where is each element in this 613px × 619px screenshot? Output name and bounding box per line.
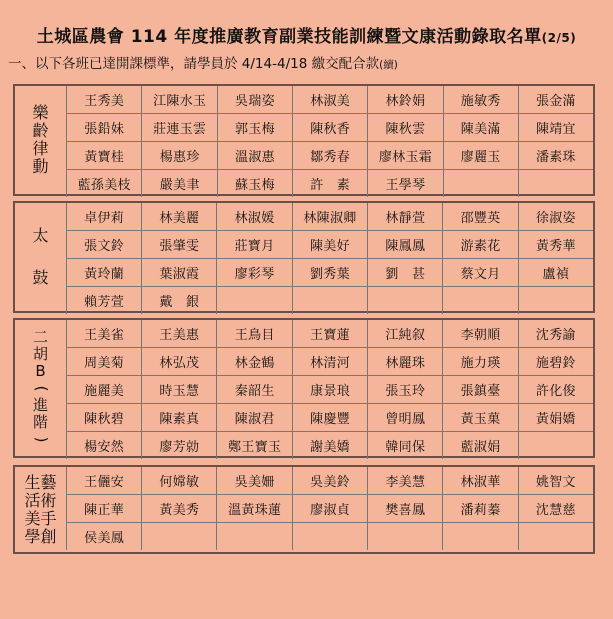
name-cell: 盧禎 bbox=[518, 259, 593, 287]
name-cell: 吳瑞姿 bbox=[217, 86, 292, 114]
label-char: 律 bbox=[32, 139, 49, 158]
name-cell: 林清河 bbox=[292, 348, 367, 376]
name-cell: 黃寶桂 bbox=[67, 142, 142, 170]
section-label bbox=[15, 467, 66, 552]
name-cell: 楊惠珍 bbox=[142, 142, 217, 170]
name-cell: 徐淑姿 bbox=[518, 203, 593, 231]
label-char: ( bbox=[31, 385, 50, 391]
name-cell: 謝美嬌 bbox=[292, 432, 367, 460]
table-row bbox=[67, 404, 594, 432]
name-cell: 王鳥目 bbox=[217, 320, 293, 348]
name-cell: 藍孫美枝 bbox=[67, 170, 142, 198]
table-row bbox=[67, 348, 594, 376]
label-char: 齡 bbox=[32, 121, 49, 140]
name-cell: 林金鶴 bbox=[217, 348, 293, 376]
name-table bbox=[66, 203, 593, 314]
section-label bbox=[15, 203, 66, 311]
name-cell bbox=[443, 523, 518, 551]
name-table bbox=[66, 86, 593, 197]
name-cell: 康景琅 bbox=[292, 376, 367, 404]
name-table bbox=[66, 320, 593, 459]
name-cell bbox=[292, 523, 367, 551]
name-cell: 許 素 bbox=[293, 170, 368, 198]
name-cell bbox=[443, 170, 518, 198]
name-cell bbox=[518, 432, 593, 460]
name-cell: 張肇雯 bbox=[142, 231, 217, 259]
name-cell: 廖淑貞 bbox=[292, 495, 367, 523]
label-char: B bbox=[35, 361, 46, 380]
name-cell: 游素花 bbox=[443, 231, 518, 259]
name-cell: 吳美姍 bbox=[217, 467, 293, 495]
label-char: ) bbox=[31, 436, 50, 442]
label-line: 學創 bbox=[24, 526, 57, 546]
name-cell: 王秀美 bbox=[67, 86, 142, 114]
name-cell: 陳正華 bbox=[67, 495, 142, 523]
label-line: 活術 bbox=[24, 490, 57, 510]
name-cell: 溫淑惠 bbox=[217, 142, 292, 170]
section-label bbox=[15, 320, 66, 456]
name-cell: 韓同保 bbox=[368, 432, 443, 460]
name-cell: 何嫦敏 bbox=[142, 467, 217, 495]
name-cell: 張文鈴 bbox=[67, 231, 142, 259]
table-row bbox=[67, 467, 594, 495]
name-cell bbox=[518, 170, 593, 198]
name-cell: 郭玉梅 bbox=[217, 114, 292, 142]
class-section-erhu bbox=[13, 318, 595, 458]
name-cell: 黃玉菓 bbox=[443, 404, 518, 432]
name-cell: 林陳淑卿 bbox=[292, 203, 368, 231]
name-cell bbox=[368, 287, 443, 315]
name-cell: 樊喜鳳 bbox=[368, 495, 443, 523]
name-cell: 林淑美 bbox=[293, 86, 368, 114]
name-cell: 廖彩琴 bbox=[217, 259, 292, 287]
name-cell: 侯美鳳 bbox=[67, 523, 142, 551]
name-cell: 秦韶生 bbox=[217, 376, 293, 404]
name-cell: 林鈴娟 bbox=[368, 86, 443, 114]
table-row bbox=[67, 376, 594, 404]
table-row bbox=[67, 170, 594, 198]
name-cell: 戴 銀 bbox=[142, 287, 217, 315]
name-cell: 陳美好 bbox=[292, 231, 368, 259]
class-section-taiko bbox=[13, 201, 595, 313]
name-cell: 李美慧 bbox=[368, 467, 443, 495]
name-cell bbox=[292, 287, 368, 315]
name-table bbox=[66, 467, 593, 550]
label-char: 二 bbox=[32, 327, 48, 346]
name-cell: 張玉玲 bbox=[368, 376, 443, 404]
table-row bbox=[67, 495, 594, 523]
label-char: 鼓 bbox=[32, 268, 49, 287]
name-cell: 廖林玉霜 bbox=[368, 142, 443, 170]
table-row bbox=[67, 86, 594, 114]
name-cell: 王寶蓮 bbox=[292, 320, 367, 348]
name-cell: 葉淑霞 bbox=[142, 259, 217, 287]
name-cell: 劉 甚 bbox=[368, 259, 443, 287]
name-cell: 李朝順 bbox=[443, 320, 518, 348]
name-cell: 賴芳萱 bbox=[67, 287, 142, 315]
name-cell: 嚴美聿 bbox=[142, 170, 217, 198]
name-cell: 藍淑娟 bbox=[443, 432, 518, 460]
name-cell: 黃美秀 bbox=[142, 495, 217, 523]
name-cell bbox=[368, 523, 443, 551]
name-cell: 王美惠 bbox=[142, 320, 217, 348]
name-cell: 蘇玉梅 bbox=[217, 170, 292, 198]
label-char: 樂 bbox=[32, 103, 49, 122]
name-cell: 張金滿 bbox=[518, 86, 593, 114]
class-section-dance bbox=[13, 84, 595, 196]
name-cell: 沈慧慈 bbox=[518, 495, 593, 523]
name-cell: 施敏秀 bbox=[443, 86, 518, 114]
label-char: 動 bbox=[32, 157, 49, 176]
table-row bbox=[67, 523, 594, 551]
name-cell bbox=[142, 523, 217, 551]
label-line: 生藝 bbox=[24, 472, 57, 492]
name-cell: 黃玲蘭 bbox=[67, 259, 142, 287]
name-cell: 陳秋雲 bbox=[368, 114, 443, 142]
subtitle-note: (續) bbox=[379, 59, 398, 71]
name-cell: 陳淑君 bbox=[217, 404, 293, 432]
name-cell: 陳靖宜 bbox=[518, 114, 593, 142]
name-cell bbox=[217, 287, 292, 315]
name-cell: 沈秀諭 bbox=[518, 320, 593, 348]
name-cell: 陳秋香 bbox=[293, 114, 368, 142]
name-cell: 鄭王寶玉 bbox=[217, 432, 293, 460]
table-row bbox=[67, 231, 594, 259]
name-cell: 林弘茂 bbox=[142, 348, 217, 376]
name-cell: 姚智文 bbox=[518, 467, 593, 495]
name-cell: 潘莉蓁 bbox=[443, 495, 518, 523]
name-cell: 施力瑛 bbox=[443, 348, 518, 376]
name-cell bbox=[217, 523, 293, 551]
name-cell: 王學琴 bbox=[368, 170, 443, 198]
name-cell: 黃秀華 bbox=[518, 231, 593, 259]
name-cell: 卓伊莉 bbox=[67, 203, 142, 231]
name-cell bbox=[443, 287, 518, 315]
name-cell: 陳慶豐 bbox=[292, 404, 367, 432]
title-main: 土城區農會 114 年度推廣教育副業技能訓練暨文康活動錄取名單 bbox=[36, 27, 542, 47]
table-row bbox=[67, 259, 594, 287]
section-label bbox=[15, 86, 66, 194]
name-cell: 陳秋碧 bbox=[67, 404, 142, 432]
name-cell: 林靜萱 bbox=[368, 203, 443, 231]
name-cell: 林美麗 bbox=[142, 203, 217, 231]
table-row bbox=[67, 320, 594, 348]
name-cell: 林麗珠 bbox=[368, 348, 443, 376]
name-cell: 邵豐英 bbox=[443, 203, 518, 231]
subtitle-main: 一、以下各班已達開課標準，請學員於 4/14-4/18 繳交配合款 bbox=[8, 56, 380, 72]
name-cell: 周美菊 bbox=[67, 348, 142, 376]
name-cell: 吳美鈴 bbox=[292, 467, 367, 495]
name-cell: 鄒秀春 bbox=[293, 142, 368, 170]
table-row bbox=[67, 432, 594, 460]
name-cell: 曾明鳳 bbox=[368, 404, 443, 432]
table-row bbox=[67, 142, 594, 170]
name-cell: 江陳水玉 bbox=[142, 86, 217, 114]
name-cell: 林淑媛 bbox=[217, 203, 292, 231]
name-cell: 施碧鈴 bbox=[518, 348, 593, 376]
name-cell: 張鎮臺 bbox=[443, 376, 518, 404]
name-cell: 黃娟嬌 bbox=[518, 404, 593, 432]
name-cell: 林淑華 bbox=[443, 467, 518, 495]
table-row bbox=[67, 114, 594, 142]
name-cell: 蔡文月 bbox=[443, 259, 518, 287]
class-section-arts bbox=[13, 465, 595, 554]
label-char: 階 bbox=[32, 412, 48, 431]
name-cell bbox=[518, 523, 593, 551]
name-cell: 江純叙 bbox=[368, 320, 443, 348]
name-cell: 陳鳳鳳 bbox=[368, 231, 443, 259]
table-row bbox=[67, 287, 594, 315]
name-cell: 廖麗玉 bbox=[443, 142, 518, 170]
table-row bbox=[67, 203, 594, 231]
title-page-indicator: (2/5) bbox=[541, 31, 577, 45]
name-cell: 陳美滿 bbox=[443, 114, 518, 142]
label-char: 進 bbox=[32, 395, 48, 414]
name-cell: 陳素真 bbox=[142, 404, 217, 432]
label-char: 胡 bbox=[32, 344, 48, 363]
name-cell: 王美雀 bbox=[67, 320, 142, 348]
page-subtitle bbox=[8, 52, 398, 72]
name-cell: 楊安然 bbox=[67, 432, 142, 460]
label-line: 美手 bbox=[24, 508, 57, 528]
name-cell: 張鉛妹 bbox=[67, 114, 142, 142]
name-cell: 廖芳勍 bbox=[142, 432, 217, 460]
name-cell: 許化俊 bbox=[518, 376, 593, 404]
name-cell bbox=[518, 287, 593, 315]
name-cell: 時玉慧 bbox=[142, 376, 217, 404]
name-cell: 莊寶月 bbox=[217, 231, 292, 259]
name-cell: 莊連玉雲 bbox=[142, 114, 217, 142]
name-cell: 溫黃珠蓮 bbox=[217, 495, 293, 523]
name-cell: 施麗美 bbox=[67, 376, 142, 404]
name-cell: 劉秀葉 bbox=[292, 259, 368, 287]
label-char: 太 bbox=[32, 226, 49, 245]
name-cell: 王儷安 bbox=[67, 467, 142, 495]
name-cell: 潘素珠 bbox=[518, 142, 593, 170]
page-title bbox=[0, 22, 613, 47]
